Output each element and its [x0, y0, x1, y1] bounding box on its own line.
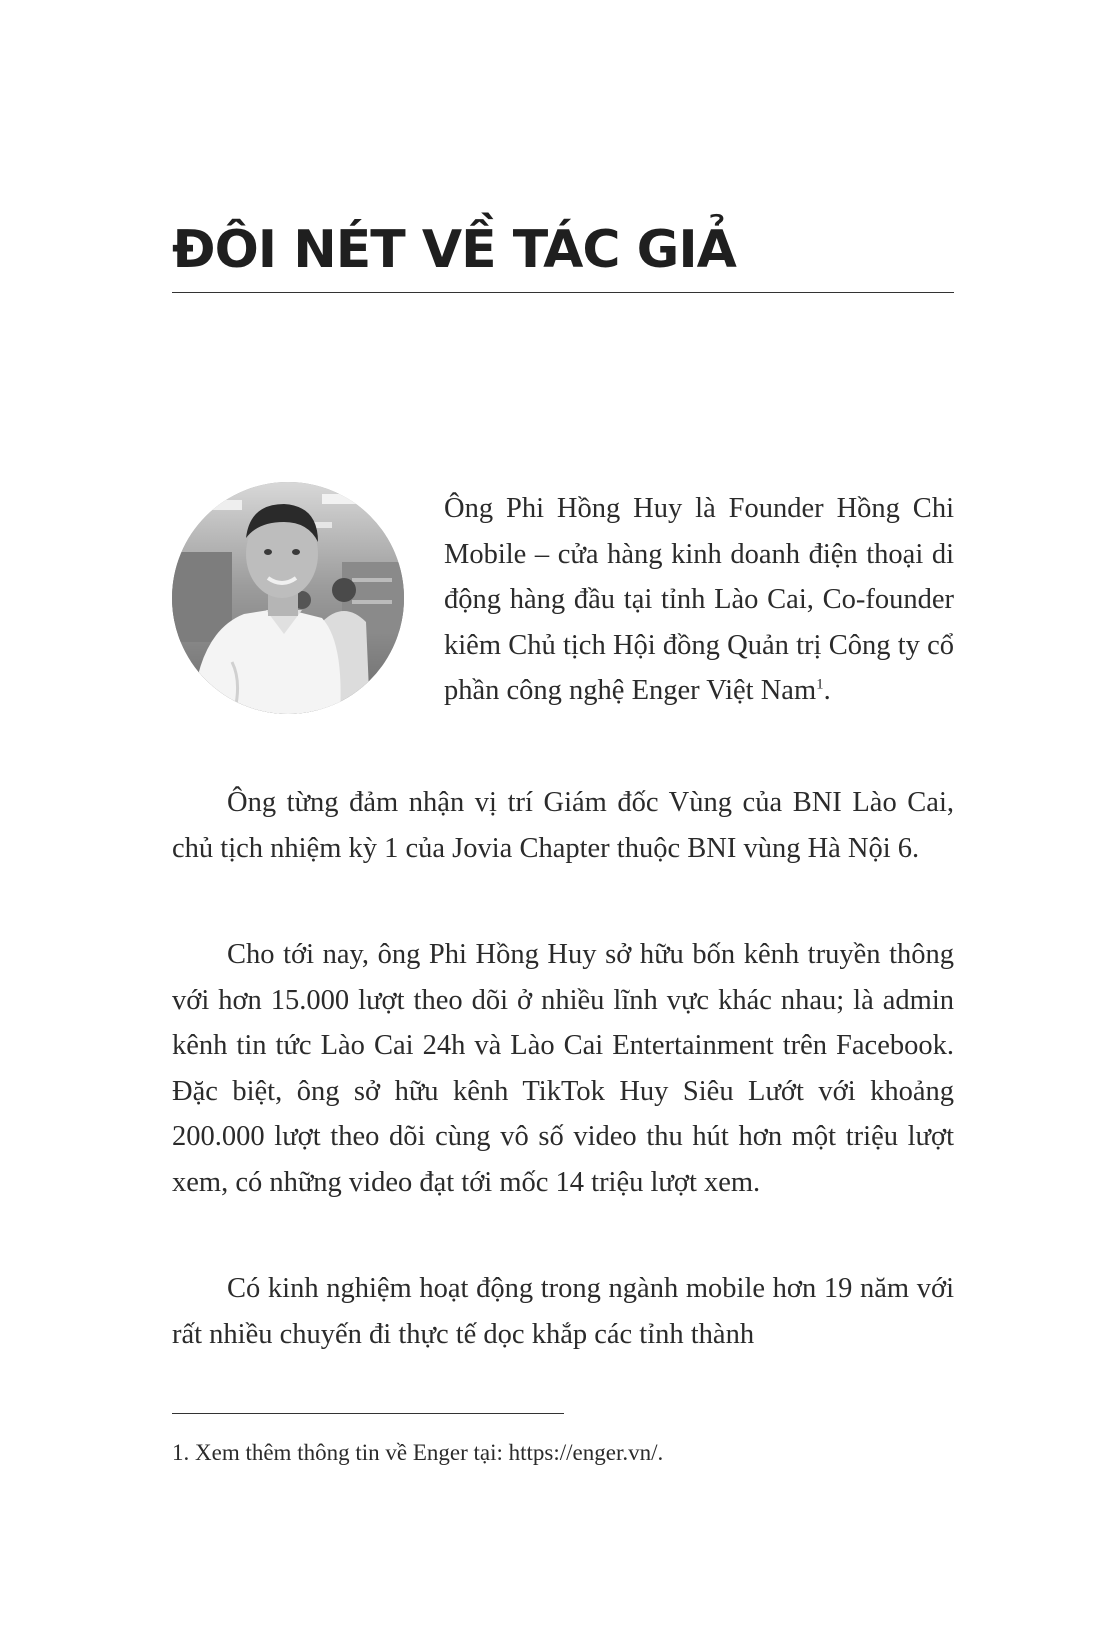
intro-text: Ông Phi Hồng Huy là Founder Hồng Chi Mobile – cửa hàng kinh doanh điện thoại di động hàng đầu tại tỉnh Lào Cai, Co-founder kiêm Chủ tịch Hội đồng Quản trị Công ty cổ phần công nghệ Enger Việt Nam [444, 493, 954, 706]
footnote-divider [172, 1413, 564, 1414]
body-paragraph: Có kinh nghiệm hoạt động trong ngành mobile hơn 19 năm với rất nhiều chuyến đi thực tế dọc khắp các tỉnh thành [172, 1273, 954, 1350]
footnote-reference[interactable]: 1 [816, 676, 824, 693]
author-portrait [172, 482, 404, 714]
intro-trailing: . [823, 675, 831, 706]
title-divider [172, 292, 954, 293]
body-paragraph: Ông từng đảm nhận vị trí Giám đốc Vùng của BNI Lào Cai, chủ tịch nhiệm kỳ 1 của Jovia Chapter thuộc BNI vùng Hà Nội 6. [172, 787, 954, 864]
footnote: 1. Xem thêm thông tin về Enger tại: https://enger.vn/. [172, 1440, 664, 1465]
chapter-title: ĐÔI NÉT VỀ TÁC GIẢ [172, 220, 736, 280]
body-paragraph: Cho tới nay, ông Phi Hồng Huy sở hữu bốn kênh truyền thông với hơn 15.000 lượt theo dõi ở nhiều lĩnh vực khác nhau; là admin kênh tin tức Lào Cai 24h và Lào Cai Entertainment trên Facebook. Đặc biệt, ông sở hữu kênh TikTok Huy Siêu Lướt với khoảng 200.000 lượt theo dõi cùng vô số video thu hút hơn một triệu lượt xem, có những video đạt tới mốc 14 triệu lượt xem. [172, 939, 954, 1198]
intro-paragraph [444, 486, 954, 714]
